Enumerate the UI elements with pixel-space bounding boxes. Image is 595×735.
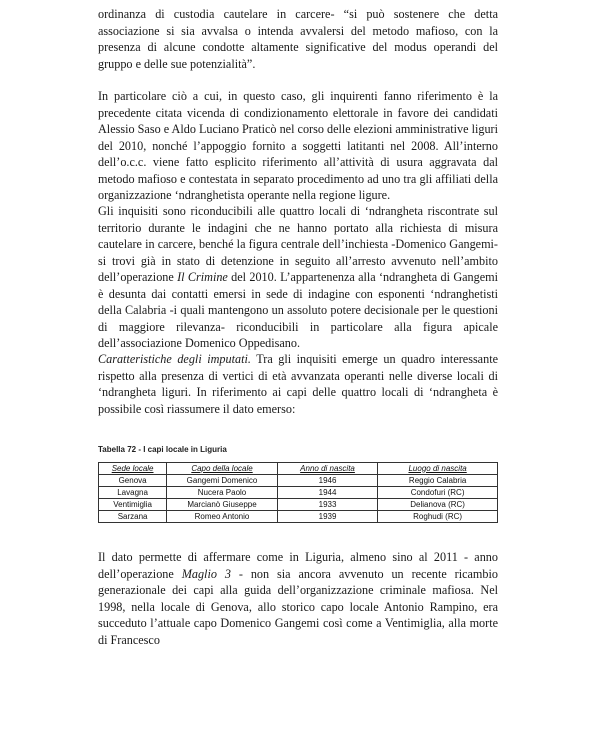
cell-sede: Ventimiglia bbox=[99, 499, 167, 511]
paragraph-5-text-b: - non sia ancora avvenuto un recente ricambio generazionale dei capi alla guida dell’organizzazione criminale mafiosa. Nel 1998, nella locale di Genova, allo storico capo locale Antonio Rampino, era succeduto l’attuale capo Domenico Gangemi così come a Ventimiglia, alla morte di Francesco bbox=[98, 566, 498, 647]
cell-anno: 1946 bbox=[277, 475, 377, 487]
header-capo-locale: Capo della locale bbox=[167, 463, 278, 475]
cell-capo: Marcianò Giuseppe bbox=[167, 499, 278, 511]
cell-luogo: Condofuri (RC) bbox=[378, 487, 498, 499]
capi-locale-table bbox=[98, 462, 498, 523]
operation-name-italic: Maglio 3 bbox=[181, 566, 231, 581]
paragraph-3 bbox=[98, 203, 498, 352]
cell-capo: Romeo Antonio bbox=[167, 511, 278, 523]
header-sede-locale: Sede locale bbox=[99, 463, 167, 475]
table-header-row bbox=[99, 463, 498, 475]
operation-name-italic: Il Crimine bbox=[177, 270, 228, 284]
cell-anno: 1939 bbox=[277, 511, 377, 523]
cell-capo: Nucera Paolo bbox=[167, 487, 278, 499]
paragraph-3-text-b: del 2010. L’appartenenza alla ‘ndrangheta di Gangemi è desunta dai contatti emersi in sede di indagine con esponenti ‘ndranghetisti della Calabria -i quali mantengono un assoluto potere decisionale per le questioni di maggiore rilevanza- riconducibili in particolare alla figura apicale dell’associazione Domenico Oppedisano. bbox=[98, 270, 498, 350]
table-row bbox=[99, 499, 498, 511]
cell-anno: 1944 bbox=[277, 487, 377, 499]
header-luogo-nascita: Luogo di nascita bbox=[378, 463, 498, 475]
header-anno-nascita: Anno di nascita bbox=[277, 463, 377, 475]
paragraph-3-text-a: Gli inquisiti sono riconducibili alle quattro locali di ‘ndrangheta riscontrate sul territorio durante le indagini che ne hanno portato alla richiesta di misura cautelare in carcere, benché la figura centrale dell’inchiesta -Domenico Gangemi- si trovi già in stato di detenzione in seguito all’arresto avvenuto nell’ambito dell’operazione bbox=[98, 204, 498, 284]
paragraph-4-text: Tra gli inquisiti emerge un quadro interessante rispetto alla presenza di vertici di età avvanzata operanti nelle diverse locali di ‘ndrangheta liguri. In riferimento ai capi delle quattro locali di ‘ndrangheta è possibile così riassumere il dato emerso: bbox=[98, 352, 498, 416]
cell-luogo: Delianova (RC) bbox=[378, 499, 498, 511]
cell-sede: Sarzana bbox=[99, 511, 167, 523]
section-lead-italic: Caratteristiche degli imputati. bbox=[98, 352, 251, 366]
table-row bbox=[99, 511, 498, 523]
paragraph-5-text-a: Il dato permette di affermare come in Liguria, almeno sino al 2011 - anno dell’operazione bbox=[98, 550, 498, 581]
paragraph-1: ordinanza di custodia cautelare in carcere- “si può sostenere che detta associazione si sia avvalsa o intenda avvalersi del metodo mafioso, con la presenza di alcune condotte altamente significative del modus operandi del gruppo e delle sue potenzialità”. bbox=[98, 7, 498, 71]
table-row bbox=[99, 475, 498, 487]
cell-capo: Gangemi Domenico bbox=[167, 475, 278, 487]
cell-sede: Lavagna bbox=[99, 487, 167, 499]
cell-luogo: Reggio Calabria bbox=[378, 475, 498, 487]
paragraph-2: In particolare ciò a cui, in questo caso, gli inquirenti fanno riferimento è la precedente citata vicenda di condizionamento elettorale in favore dei candidati Alessio Saso e Aldo Luciano Praticò nel corso delle elezioni amministrative liguri del 2010, nonché l’appoggio fornito a soggetti latitanti nel 2008. All’interno dell’o.c.c. viene fatto esplicito riferimento all’attività di usura aggravata dal metodo mafioso e contestata in separato procedimento ad uno tra gli affiliati della organizzazione ‘ndranghetista operante nella regione ligure. bbox=[98, 89, 498, 202]
cell-anno: 1933 bbox=[277, 499, 377, 511]
paragraph-4 bbox=[98, 351, 498, 417]
table-row bbox=[99, 487, 498, 499]
cell-luogo: Roghudi (RC) bbox=[378, 511, 498, 523]
cell-sede: Genova bbox=[99, 475, 167, 487]
paragraph-5 bbox=[98, 549, 498, 648]
table-caption: Tabella 72 - I capi locale in Liguria bbox=[98, 445, 227, 454]
